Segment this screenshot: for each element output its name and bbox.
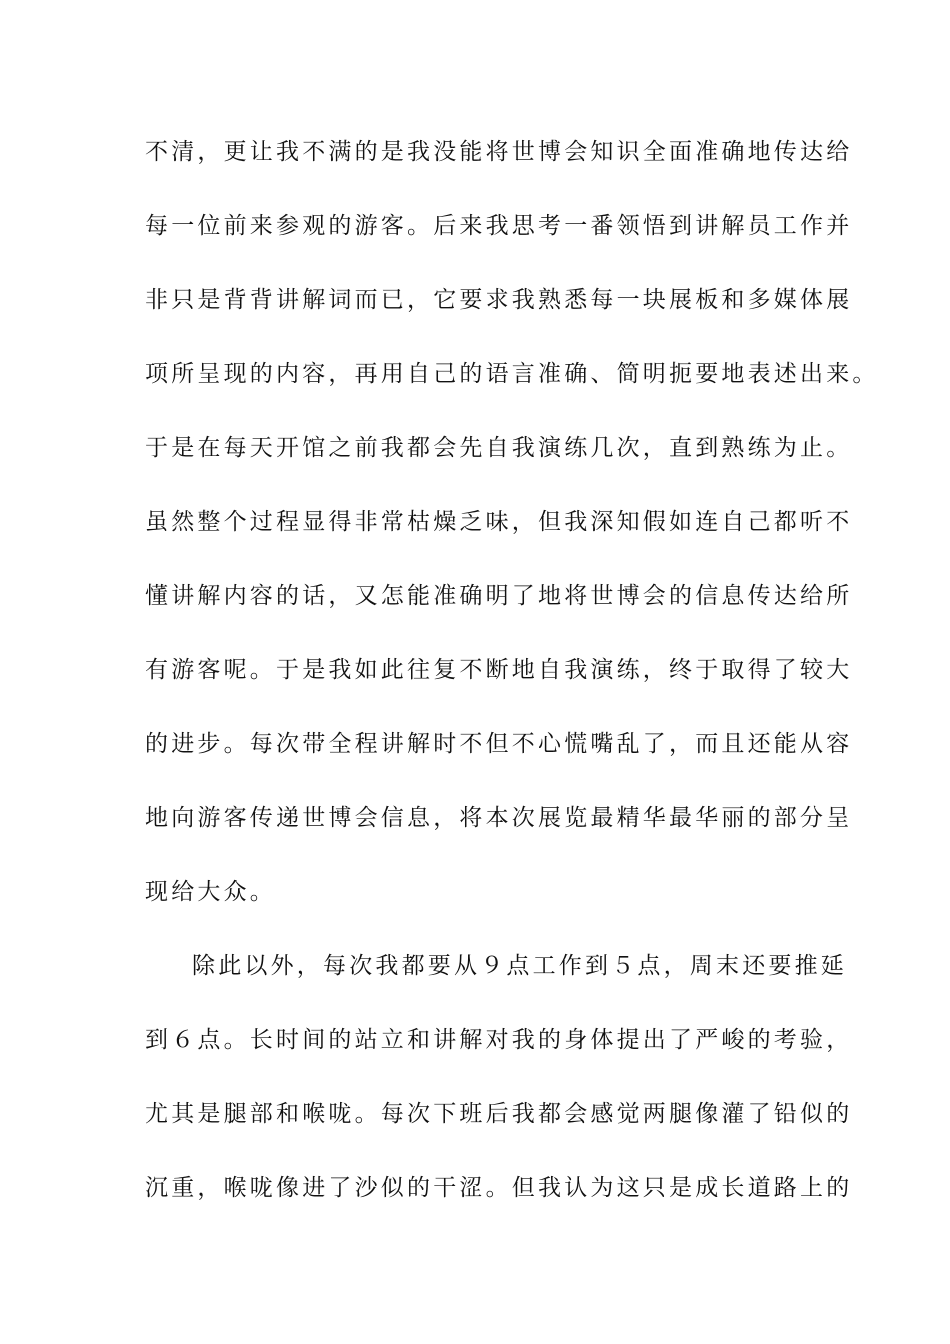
text-line: 不清，更让我不满的是我没能将世博会知识全面准确地传达给 [145,139,853,165]
text-line: 的进步。每次带全程讲解时不但不心慌嘴乱了，而且还能从容 [145,731,853,757]
text-line: 每一位前来参观的游客。后来我思考一番领悟到讲解员工作并 [145,213,853,239]
text-line: 有游客呢。于是我如此往复不断地自我演练，终于取得了较大 [145,657,853,683]
paragraph-first-line: 除此以外，每次我都要从９点工作到５点，周末还要推延 [192,953,847,979]
text-line: 项所呈现的内容，再用自己的语言准确、简明扼要地表述出来。 [145,361,879,387]
text-line: 沉重，喉咙像进了沙似的干涩。但我认为这只是成长道路上的 [145,1175,853,1201]
text-line: 于是在每天开馆之前我都会先自我演练几次，直到熟练为止。 [145,435,853,461]
text-line: 现给大众。 [145,879,276,905]
text-line: 虽然整个过程显得非常枯燥乏味，但我深知假如连自己都听不 [145,509,853,535]
text-line: 尤其是腿部和喉咙。每次下班后我都会感觉两腿像灌了铅似的 [145,1101,853,1127]
text-line: 地向游客传递世博会信息，将本次展览最精华最华丽的部分呈 [145,805,853,831]
text-line: 到６点。长时间的站立和讲解对我的身体提出了严峻的考验， [145,1027,853,1053]
text-line: 懂讲解内容的话，又怎能准确明了地将世博会的信息传达给所 [145,583,853,609]
text-line: 非只是背背讲解词而已，它要求我熟悉每一块展板和多媒体展 [145,287,853,313]
